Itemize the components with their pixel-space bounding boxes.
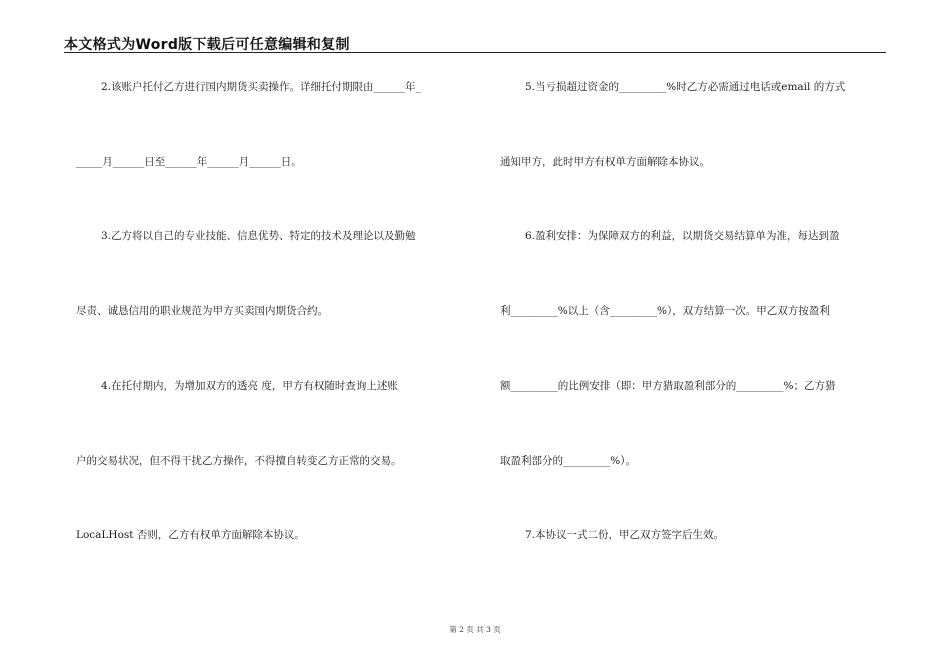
left-line-2: _____月______日至______年______月______日。 [76, 156, 302, 168]
right-line-4: 利_________%以上（含_________%），双方结算一次。甲乙双方按盈利 [500, 305, 830, 317]
left-line-3: 3.乙方将以自己的专业技能、信息优势、特定的技术及理论以及勤勉 [101, 230, 416, 242]
page-number-footer: 第 2 页 共 3 页 [449, 625, 501, 634]
left-line-6: 户的交易状况，但不得干扰乙方操作，不得擅自转变乙方正常的交易。 [76, 455, 402, 467]
left-line-4: 尽责、诚恳信用的职业规范为甲方买卖国内期货合约。 [76, 305, 328, 317]
right-line-3: 6.盈利安排：为保障双方的利益，以期货交易结算单为准，每达到盈 [525, 230, 840, 242]
left-line-1: 2.该账户托付乙方进行国内期货买卖操作。详细托付期限由______年_ [101, 81, 421, 93]
right-line-5: 额_________的比例安排（即：甲方猎取盈利部分的_________%；乙方猎 [500, 380, 836, 392]
document-header-title: 本文格式为Word版下载后可任意编辑和复制 [64, 37, 350, 53]
right-line-2: 通知甲方，此时甲方有权单方面解除本协议。 [500, 156, 710, 168]
right-line-6: 取盈利部分的_________%）。 [500, 455, 636, 467]
right-line-7: 7.本协议一式二份，甲乙双方签字后生效。 [525, 529, 725, 541]
left-line-7: LocaLHost 否则，乙方有权单方面解除本协议。 [76, 529, 305, 541]
header-divider [64, 52, 886, 53]
left-line-5: 4.在托付期内，为增加双方的透亮 度，甲方有权随时查询上述账 [101, 380, 398, 392]
right-line-1: 5.当亏损超过资金的_________%时乙方必需通过电话或email 的方式 [525, 81, 846, 93]
